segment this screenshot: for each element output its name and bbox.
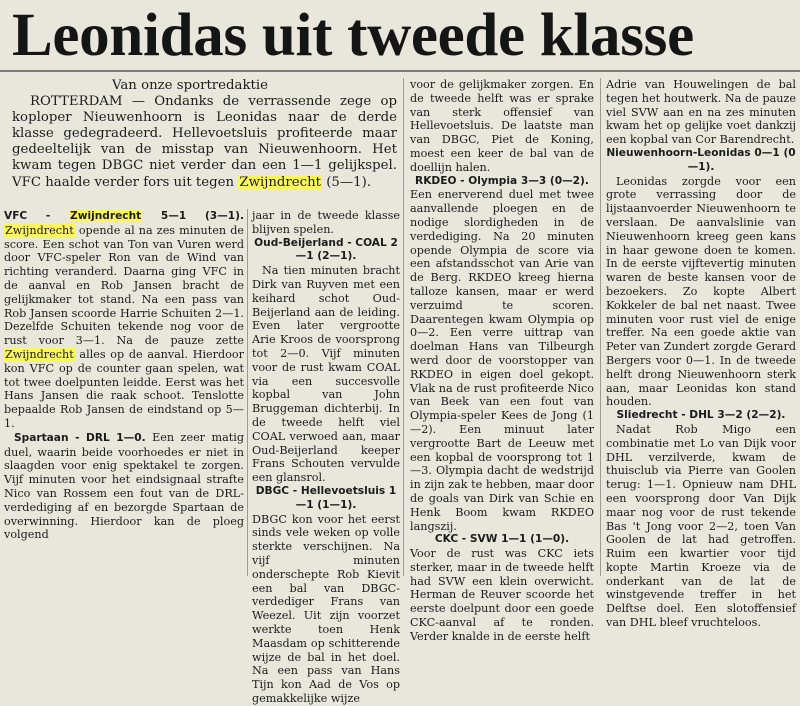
report-text: opende al na zes minuten de score. Een schot van Ton van Vuren werd door VFC-speler Ron van de Wind van richting veranderd. Daarna ging VFC in de aanval en Rob Jansen bracht de gelijkmaker tot stand. Na een pass van Rob Jansen scoorde Harrie Schuiten 2—1. Dezelfde Schuiten tekende nog voor de rust voor 3—1. Na de pauze zette xyxy=(4,223,244,348)
match-header: Nieuwenhoorn-Leonidas 0—1 (0—1). xyxy=(606,146,796,173)
match-header: Spartaan - DRL 1—0. xyxy=(14,431,146,444)
report-text: Nadat Rob Migo een combinatie met Lo van Dijk voor DHL verzilverde, kwam de thuisclub via Pierre van Goolen terug: 1—1. Opnieuw nam DHL een voorsprong door Van Dijk maar nog voor de rust tekende Bas 't Jong voor 2—2, toen Van Goolen de lat had getroffen. Ruim een kwartier voor tijd kopte Martin Kroeze via de onderkant van de lat de winstgevende treffer in het Delftse doel. Een slotoffensief van DHL bleef vruchteloos. xyxy=(606,422,796,630)
headline-rule xyxy=(0,70,800,72)
match-header-a: VFC - xyxy=(4,210,70,222)
column-divider xyxy=(403,78,404,576)
report-text: Een enerverend duel met twee aanvallende ploegen en de nodige slordigheden in de verdediging. Na 20 minuten opende Olympia de score via een afstandsschot van Arie van de Berg. RKDEO kreeg hierna talloze kansen, maar er werd verzuimd te scoren. Daarentegen kwam Olympia op 0—2. Een verre uittrap van doelman Hans van Tilbeurgh werd door de voorstopper van RKDEO in eigen doel gekopt. Vlak na de rust profiteerde Nico van Beek van een fout van Olympia-speler Kees de Jong (1—2). Een minuut later vergrootte Bart de Leeuw met een kopbal de voorsprong tot 1—3. Olympia dacht de wedstrijd in zijn zak te hebben, maar door de goals van Dirk van Schie en Henk Boom kwam RKDEO langszij. xyxy=(410,188,594,533)
match-header: RKDEO - Olympia 3—3 (0—2). xyxy=(415,174,589,187)
column-2 xyxy=(252,209,400,706)
lead-paragraph xyxy=(12,94,397,191)
highlight-zwijndrecht: Zwijndrecht xyxy=(5,223,74,237)
report-text: Een zeer matig duel, waarin beide voorhoedes er niet in slaagden voor enig spektakel te zorgen. Vijf minuten voor het eindsignaal strafte Nico van Rossem een fout van de DRL-verdediging af en bezorgde Spartaan de overwinning. Hierdoor kan de ploeg volgend xyxy=(4,430,244,542)
match-report-oud-beijerland xyxy=(252,237,400,265)
report-text: voor de gelijkmaker zorgen. En de tweede helft was er sprake van sterk offensief van Hellevoetsluis. De laatste man van DBGC, Piet de Koning, moest een keer de bal van de doellijn halen. xyxy=(410,78,594,174)
intro-block xyxy=(12,78,397,191)
match-header-b: 5—1 (3—1). xyxy=(142,210,244,222)
report-text: jaar in de tweede klasse blijven spelen. xyxy=(252,209,400,236)
match-report-sliedrecht xyxy=(606,409,796,423)
column-1 xyxy=(4,209,244,542)
column-4 xyxy=(606,78,796,630)
match-report-ckc xyxy=(410,533,594,643)
lead-end: (5—1). xyxy=(321,174,372,190)
match-header: Oud-Beijerland - COAL 2—1 (2—1). xyxy=(254,236,398,263)
report-text: alles op de aanval. Hierdoor kon VFC op de counter gaan spelen, wat tot twee doelpunten leidde. Eerst was het Hans Jansen die raak schoot. Tenslotte bepaalde Rob Jansen de eindstand op 5—1. xyxy=(4,347,244,430)
byline: Van onze sportredaktie xyxy=(112,78,268,93)
column-divider xyxy=(600,78,601,576)
headline: Leonidas uit tweede klasse xyxy=(12,2,694,69)
report-text: Adrie van Houwelingen de bal tegen het houtwerk. Na de pauze viel SVW aan en na zes minuten kwam het op gelijke voet dankzij een kopbal van Cor Barendrecht. xyxy=(606,78,796,147)
report-text: DBGC kon voor het eerst sinds vele weken op volle sterkte verschijnen. Na vijf minuten onderschepte Rob Kievit een bal van DBGC-verdediger Frans van Weezel. Uit zijn voorzet werkte toen Henk Maasdam op schitterende wijze de bal in het doel. Na een pass van Hans Tijn kon Aad de Vos op gemakkelijke wijze xyxy=(252,512,400,705)
highlight-zwijndrecht: Zwijndrecht xyxy=(239,174,321,190)
match-report-nieuwenhoorn xyxy=(606,147,796,175)
match-report-spartaan xyxy=(4,431,244,542)
match-header: DBGC - Hellevoetsluis 1—1 (1—1). xyxy=(255,484,397,511)
column-divider xyxy=(247,209,248,576)
match-report-dbgc xyxy=(252,485,400,706)
match-header: Sliedrecht - DHL 3—2 (2—2). xyxy=(616,409,786,422)
report-text: Leonidas zorgde voor een grote verrassing door de lijstaanvoerder Nieuwenhoorn te verslaan. De aanvalslinie van Nieuwenhoorn kreeg geen kans in haar gewone doen te komen. In de eerste vijftevertig minuten waren de beste kansen voor de bezoekers. Zo kopte Albert Kokkeler de bal net naast. Twee minuten voor rust viel de enige treffer. Na een goede aktie van Peter van Zundert zorgde Gerard Bergers voor 0—1. In de tweede helft drong Nieuwenhoorn sterk aan, maar Leonidas kon stand houden. xyxy=(606,174,796,409)
match-header xyxy=(4,210,244,222)
highlight-zwijndrecht: Zwijndrecht xyxy=(70,210,142,222)
match-report-vfc xyxy=(4,209,244,431)
lead-text: ROTTERDAM — Ondanks de verrassende zege op koploper Nieuwenhoorn is Leonidas naar de derde klasse gedegradeerd. Hellevoetsluis profiteerde maar gedeeltelijk van de misstap van Nieuwenhoorn. Het kwam tegen DBGC niet verder dan een 1—1 gelijkspel. VFC haalde verder fors uit tegen xyxy=(12,94,397,190)
report-text: Na tien minuten bracht Dirk van Ruyven met een keihard schot Oud-Beijerland aan de leiding. Even later vergrootte Arie Kroos de voorsprong tot 2—0. Vijf minuten voor de rust kwam COAL via een succesvolle kopbal van John Bruggeman dichterbij. In de tweede helft viel COAL verwoed aan, maar Oud-Beijerland keeper Frans Schouten vervulde een glansrol. xyxy=(252,264,400,485)
match-header: CKC - SVW 1—1 (1—0). xyxy=(434,533,570,546)
match-report-rkdeo xyxy=(410,175,594,534)
report-text: Voor de rust was CKC iets sterker, maar in de tweede helft had SVW een klein overwicht. Herman de Reuver scoorde het eerste doelpunt door een goede CKC-aanval af te ronden. Verder knalde in de eerste helft xyxy=(410,547,594,643)
column-3 xyxy=(410,78,594,644)
highlight-zwijndrecht: Zwijndrecht xyxy=(5,347,74,361)
